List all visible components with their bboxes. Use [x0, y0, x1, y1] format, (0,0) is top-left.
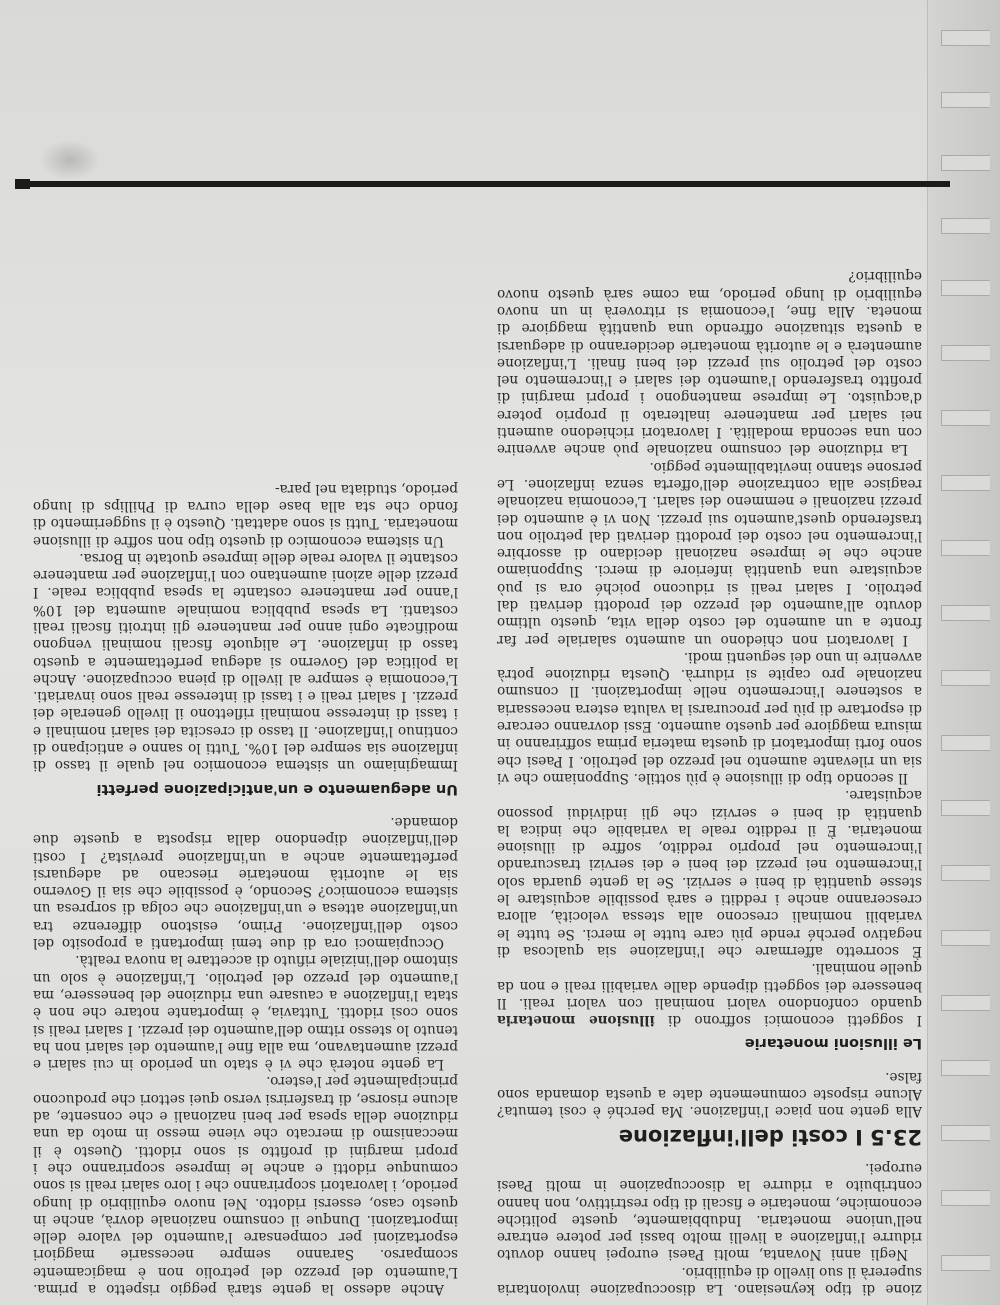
subsection-title-adjustment: Un adeguamento e un'anticipazione perfetti [96, 780, 458, 797]
paragraph: È scorretto affermare che l'inflazione sia qualcosa di negativo perché rende più care tutte le merci. Se tutte le variabili nominali crescono alla stessa velocità, allora cresceranno anche i redditi e sarà possibile acquistare le stesse quantità di beni e servizi. Se la gente guarda solo l'incremento nei prezzi dei beni e dei servizi trascurando l'incremento nel proprio reddito, soffre di illusione monetaria. È il reddito reale la variabile che indica la quantità di beni e servizi che gli individui possono acquistare. [497, 787, 922, 959]
definition-box [497, 959, 922, 1028]
paragraph: Un sistema economico di questo tipo non soffre di illusione monetaria. Tutti si sono adattati. Questo è il suggerimento di fondo che sta alla base della curva di Phillips di lungo periodo, studiata nel para- [33, 480, 458, 549]
section-title: 23.5 I costi dell'inflazione [618, 1124, 922, 1149]
paragraph: I lavoratori non chiedono un aumento salariale per far fronte a un aumento del costo della vita, questo ultimo dovuto all'aumento del prezzo dei prodotti derivati dal petrolio. I salari reali si riducono poiché ora si può acquistare una quantità inferiore di merci. Supponiamo anche che le imprese nazionali decidano di assorbire l'incremento nel costo dei prodotti derivati dal petrolio non trasferendo quest'aumento sui prezzi. Non vi è aumento dei prezzi nazionali e nemmeno dei salari. L'economia nazionale reagisce alla contrazione dell'offerta senza inflazione. Le persone stanno inevitabilmente peggio. [497, 458, 922, 648]
paragraph: Il secondo tipo di illusione è più sottile. Supponiamo che vi sia un rilevante aumento nel prezzo del petrolio. I Paesi che sono forti importatori di questa materia prima soffriranno in misura maggiore per questo aumento. Essi dovranno cercare di esportare di più per procurarsi la valuta estera necessaria a sostenere l'incremento nelle importazioni. Il consumo nazionale pro capite si ridurrà. Questa riduzione potrà avvenire in uno dei seguenti modi. [497, 648, 922, 786]
subsection-title-illusions: Le illusioni monetarie [744, 1035, 922, 1052]
right-column [33, 479, 458, 1297]
header-rule [15, 181, 950, 187]
paragraph: Anche adesso la gente starà peggio rispetto a prima. L'aumento del prezzo del petrolio non è magicamente scomparso. Saranno sempre necessarie maggiori esportazioni per compensare l'aumento del valore delle importazioni. Dunque il consumo nazionale dovrà, anche in questo caso, essersi ridotto. Nel nuovo equilibrio di lungo periodo, i lavoratori scopriranno che i loro salari reali si sono comunque ridotti e anche le imprese scopriranno che i propri margini di profitto si sono ridotti. Questo è il meccanismo di mercato che viene messo in moto da una riduzione della spesa per beni nazionali e che consente, ad alcune risorse, di trasferirsi verso quei settori che producono principalmente per l'estero. [33, 1073, 458, 1297]
paragraph: Occupiamoci ora di due temi importanti a proposito del costo dell'inflazione. Primo, esistono differenze tra un'inflazione attesa e un'inflazione che colga di sorpresa un sistema economico? Secondo, è possibile che sia il Governo sia le autorità monetarie riescano ad adeguarsi perfettamente anche a un'inflazione prevista? I costi dell'inflazione dipendono dalla risposta a queste due domande. [33, 813, 458, 952]
definition-text-pre: I soggetti economici soffrono di [654, 1012, 922, 1029]
carryover-paragraph: Negli anni Novanta, molti Paesi europei hanno dovuto ridurre l'inflazione a livelli molto bassi per potere entrare nell'unione monetaria. Indubbiamente, queste politiche economiche, monetarie e fiscali di tipo restrittivo, non hanno contribuito a ridurre la disoccupazione in molti Paesi europei. [497, 1159, 922, 1263]
paragraph: La riduzione del consumo nazionale può anche avvenire con una seconda modalità. I lavoratori richiedono aumenti nei salari per mantenere inalterato il proprio potere d'acquisto. Le imprese mantengono i propri margini di profitto trasferendo l'aumento dei salari e l'incremento nel costo del petrolio sui prezzi dei beni finali. L'inflazione aumenterà e le autorità monetarie decideranno di adeguarsi a questa situazione offrendo una quantità maggiore di moneta. Alla fine, l'economia si ritroverà in un nuovo equilibrio di lungo periodo, ma come sarà questo nuovo equilibrio? [497, 268, 922, 458]
section-intro: Alla gente non piace l'inflazione. Ma perché è così temuta? Alcune risposte comunemente date a questa domanda sono false. [497, 1068, 922, 1120]
paragraph: La gente noterà che vi è stato un periodo in cui salari e prezzi aumentavano, ma alla fine l'aumento dei salari non ha tenuto lo stesso ritmo dell'aumento dei prezzi. I salari reali si sono così ridotti. Tuttavia, è importante notare che non è stata l'inflazione a causare una riduzione del benessere, ma l'aumento del prezzo del petrolio. L'inflazione è solo un sintomo dell'iniziale rifiuto di accettare la nuova realtà. [33, 952, 458, 1073]
definition-text-post: quando confondono valori nominali con valori reali. Il benessere dei soggetti dipende dalle variabili reali e non da quelle nominali. [497, 960, 922, 1011]
carryover-text: zione di tipo keynesiano. La disoccupazione involontaria supererà il suo livello di equilibrio. [497, 1263, 922, 1297]
scan-smudge [40, 140, 100, 180]
paragraph: Immaginiamo un sistema economico nel quale il tasso di inflazione sia sempre del 10%. Tutti lo sanno e anticipano di continuo l'inflazione. Il tasso di crescita dei salari nominali e i tassi di interesse nominali riflettono il livello generale dei prezzi. I salari reali e i tassi di interesse reali sono invariati. L'economia è sempre al livello di piena occupazione. Anche la politica del Governo si adegua perfettamente a questo tasso di inflazione. Le aliquote fiscali nominali vengono modificate ogni anno per mantenere gli introiti fiscali reali costanti. La spesa pubblica nominale aumenta del 10% l'anno per mantenere costante la spesa pubblica reale. I prezzi delle azioni aumentano con l'inflazione per mantenere costante il valore reale delle imprese quotate in Borsa. [33, 549, 458, 774]
left-column [497, 267, 922, 1297]
definition-term: illusione monetaria [497, 1012, 655, 1029]
